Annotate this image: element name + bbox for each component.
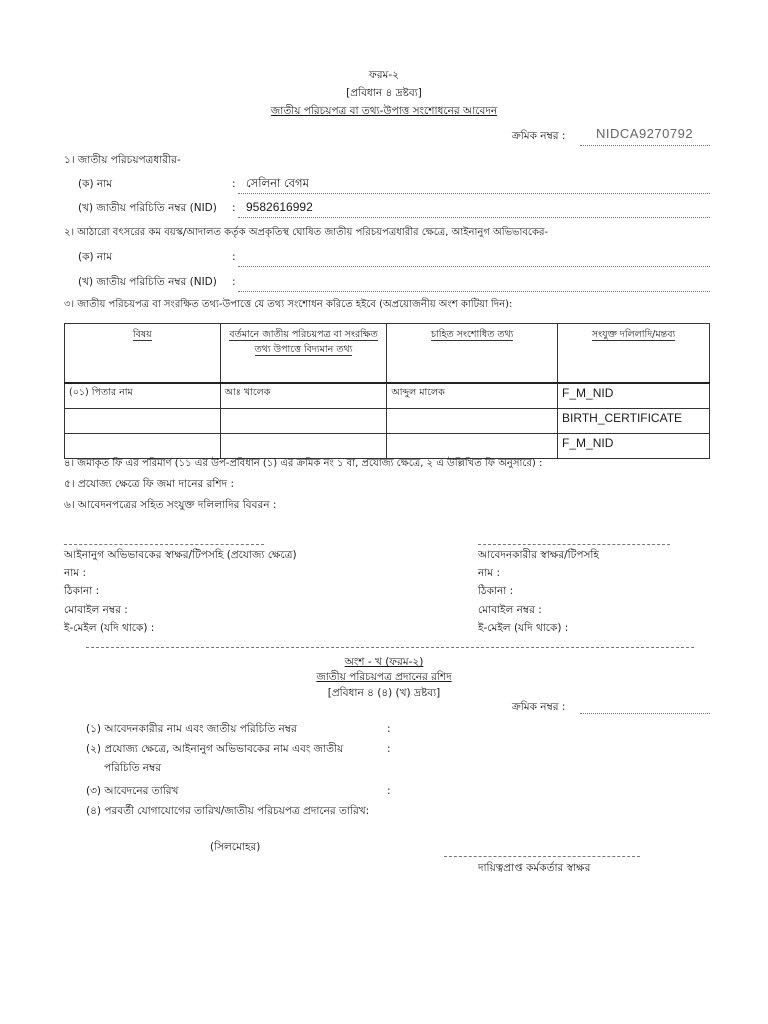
receipt-serial-label: ক্রমিক নম্বর : [512, 701, 566, 713]
table-header-row [65, 324, 710, 384]
officer-signature-line [444, 856, 640, 857]
receipt-part-title: অংশ - খ (ফরম-২) [344, 656, 424, 668]
colon: : [387, 743, 391, 755]
cell-existing [220, 434, 387, 459]
cell-existing [220, 409, 387, 434]
guardian-signature-label: আইনানুগ অভিভাবকের স্বাক্ষর/টিপসহি (প্রযোজ্য ক্ষেত্রে) [64, 549, 297, 561]
form-title: জাতীয় পরিচয়পত্র বা তথ্য-উপাত্ত সংশোধনের আবেদন [270, 105, 498, 117]
applicant-address-field: ঠিকানা : [478, 585, 514, 597]
guardian-name-dotted-line [238, 266, 710, 267]
section1-heading: ১। জাতীয় পরিচয়পত্রধারীর- [64, 154, 181, 166]
receipt-title: জাতীয় পরিচয়পত্র প্রদানের রশিদ [316, 671, 452, 683]
cell-existing: আঃ খালেক [220, 383, 387, 409]
cell-document: F_M_NID [558, 383, 710, 409]
section2-heading: ২। আঠারো বৎসরের কম বয়স্ক/আদালত কর্তৃক অপ্রকৃতিস্থ ঘোষিত জাতীয় পরিচয়পত্রধারীর ক্ষেত্রে, আইনানুগ অভিভাবকের- [64, 227, 549, 238]
colon: : [232, 251, 236, 263]
colon: : [387, 785, 391, 797]
rule-reference: [প্রবিধান ৪ দ্রষ্টব্য] [346, 87, 422, 99]
header-attached-documents: সংযুক্ত দলিলাদি/মন্তব্য [558, 324, 710, 384]
guardian-mobile-field: মোবাইল নম্বর : [64, 604, 128, 616]
guardian-name-field: নাম : [64, 567, 87, 579]
receipt-item-2: (২) প্রযোজ্য ক্ষেত্রে, আইনানুগ অভিভাবকের নাম এবং জাতীয় [86, 743, 344, 755]
table-row [65, 434, 710, 459]
cell-subject [65, 434, 221, 459]
colon: : [232, 178, 236, 190]
officer-signature-label: দায়িত্বপ্রাপ্ত কর্মকর্তার স্বাক্ষর [478, 862, 591, 874]
cell-subject: (০১) পিতার নাম [65, 383, 221, 409]
guardian-email-field: ই-মেইল (যদি থাকে) : [64, 622, 155, 634]
cell-corrected: আব্দুল মালেক [387, 383, 558, 409]
cell-subject [65, 409, 221, 434]
applicant-signature-label: আবেদনকারীর স্বাক্ষর/টিপসহি [478, 549, 599, 561]
receipt-item-1: (১) আবেদনকারীর নাম এবং জাতীয় পরিচিতি নম্বর [86, 723, 297, 735]
receipt-item-4: (৪) পরবর্তী যোগাযোগের তারিখ/জাতীয় পরিচয়পত্র প্রদানের তারিখ: [86, 805, 370, 817]
form-number: ফরম-২ [369, 69, 399, 81]
guardian-name-label: (ক) নাম [78, 251, 113, 263]
nid-dotted-line [238, 217, 710, 218]
receipt-item-2-cont: পরিচিতি নম্বর [104, 762, 162, 774]
table-row [65, 409, 710, 434]
cell-corrected [387, 409, 558, 434]
guardian-nid-dotted-line [238, 291, 710, 292]
applicant-email-field: ই-মেইল (যদি থাকে) : [478, 622, 569, 634]
receipt-item-3: (৩) আবেদনের তারিখ [86, 785, 179, 797]
guardian-signature-line [64, 544, 264, 545]
correction-table [64, 323, 710, 459]
seal-label: (সিলমোহর) [210, 841, 261, 853]
applicant-mobile-field: মোবাইল নম্বর : [478, 604, 542, 616]
cell-document: F_M_NID [558, 434, 710, 459]
guardian-nid-label: (খ) জাতীয় পরিচিতি নম্বর (NID) [78, 276, 217, 288]
receipt-serial-dotted-line [580, 713, 710, 714]
header-subject: বিষয় [65, 324, 221, 384]
section5-receipt: ৫। প্রযোজ্য ক্ষেত্রে ফি জমা দানের রশিদ : [64, 478, 235, 490]
receipt-rule-reference: [প্রবিধান ৪ (৪) (খ) দ্রষ্টব্য] [327, 687, 441, 699]
serial-dotted-line [580, 145, 710, 146]
applicant-signature-line [478, 544, 670, 545]
colon: : [387, 723, 391, 735]
guardian-address-field: ঠিকানা : [64, 585, 100, 597]
holder-nid-value: 9582616992 [246, 200, 313, 214]
cell-document: BIRTH_CERTIFICATE [558, 409, 710, 434]
holder-nid-label: (খ) জাতীয় পরিচিতি নম্বর (NID) [78, 202, 217, 214]
name-dotted-line [238, 193, 710, 194]
header-existing-info: বর্তমানে জাতীয় পরিচয়পত্র বা সংরক্ষিত তথ্য উপাত্তে বিদ্যমান তথ্য [220, 324, 387, 384]
colon: : [232, 276, 236, 288]
holder-name-value: সেলিনা বেগম [246, 176, 309, 190]
holder-name-label: (ক) নাম [78, 178, 113, 190]
cell-corrected [387, 434, 558, 459]
table-row [65, 383, 710, 409]
colon: : [232, 202, 236, 214]
section6-documents: ৬। আবেদনপত্রের সহিত সংযুক্ত দলিলাদির বিবরন : [64, 499, 277, 511]
section-separator [86, 647, 694, 648]
applicant-name-field: নাম : [478, 567, 501, 579]
header-requested-correction: চাহিত সংশোধিত তথ্য [387, 324, 558, 384]
section3-heading: ৩। জাতীয় পরিচয়পত্র বা সংরক্ষিত তথ্য-উপাত্তে যে তথ্য সংশোধন করিতে হইবে (অপ্রয়োজনীয় অংশ কাটিয়া দিন): [64, 299, 513, 310]
serial-value: NIDCA9270792 [596, 126, 694, 141]
section4-fee: ৪। জমাকৃত ফি এর পরিমাণ (১১ এর উপ-প্রবিধান (১) এর ক্রমিক নং ১ বা, প্রযোজ্য ক্ষেত্রে, ২ এ উল্লিখিত ফি অনুসারে) : [64, 458, 543, 469]
serial-label: ক্রমিক নম্বর : [512, 130, 566, 142]
